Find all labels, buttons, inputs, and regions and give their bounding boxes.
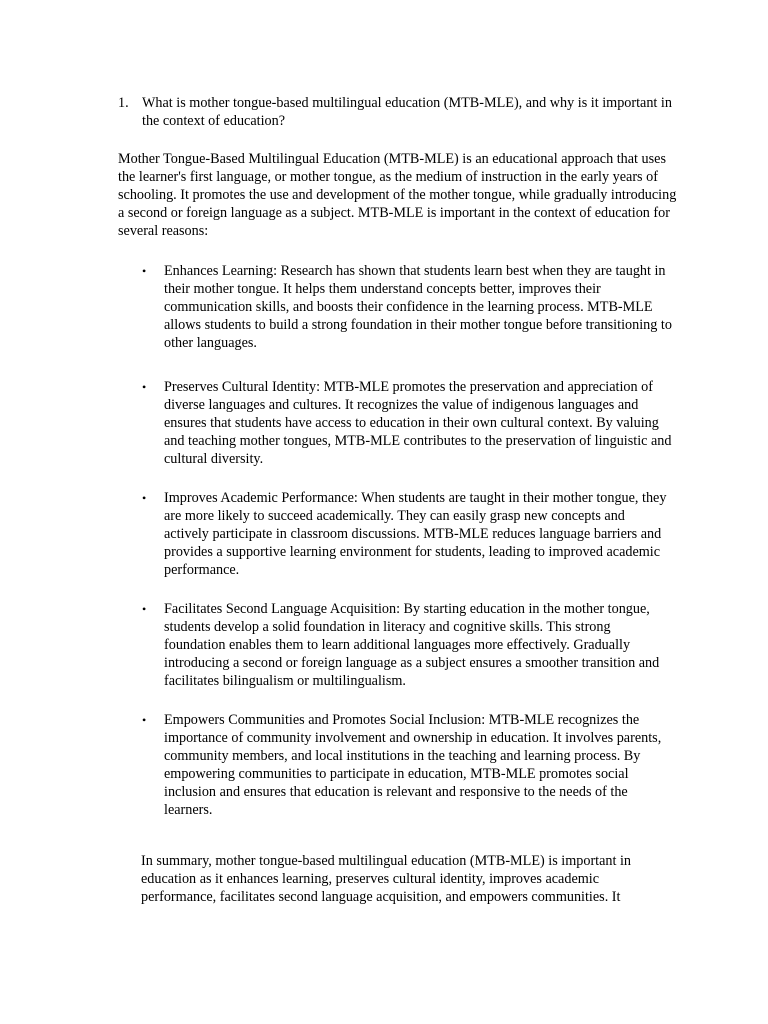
intro-paragraph: Mother Tongue-Based Multilingual Education (MTB-MLE) is an educational approach that uses the learner's first language, or mother tongue, as the medium of instruction in the early years of schooling. It promotes the use and development of the mother tongue, while gradually introducing a second or foreign language as a subject. MTB-MLE is important in the context of education for several reasons:: [118, 151, 677, 239]
question-number: 1.: [118, 95, 129, 111]
bullet-icon: •: [142, 491, 147, 505]
bullet-item-facilitates-second-language: [142, 600, 672, 690]
bullet-item-empowers-communities: [142, 711, 672, 819]
bullet-icon: •: [142, 264, 147, 278]
bullet-icon: •: [142, 713, 147, 727]
bullet-text: Enhances Learning: Research has shown that students learn best when they are taught in their mother tongue. It helps them understand concepts better, improves their communication skills, and boosts their confidence in the learning process. MTB-MLE allows students to build a strong foundation in their mother tongue before transitioning to other languages.: [164, 263, 672, 351]
bullet-item-improves-academic-performance: [142, 489, 672, 579]
summary-paragraph: In summary, mother tongue-based multilingual education (MTB-MLE) is important in education as it enhances learning, preserves cultural identity, improves academic performance, facilitates second language acquisition, and empowers communities. It: [141, 853, 632, 905]
question-item: [118, 94, 678, 130]
question-text: What is mother tongue-based multilingual education (MTB-MLE), and why is it important in the context of education?: [142, 95, 672, 129]
bullet-icon: •: [142, 602, 147, 616]
bullet-text: Facilitates Second Language Acquisition: By starting education in the mother tongue, students develop a solid foundation in literacy and cognitive skills. This strong foundation enables them to learn additional languages more effectively. Gradually introducing a second or foreign language as a subject ensures a smoother transition and facilitates bilingualism or multilingualism.: [164, 601, 660, 689]
bullet-item-enhances-learning: [142, 262, 672, 352]
bullet-text: Preserves Cultural Identity: MTB-MLE promotes the preservation and appreciation of diverse languages and cultures. It recognizes the value of indigenous languages and ensures that students have access to education in their own cultural context. By valuing and teaching mother tongues, MTB-MLE contributes to the preservation of linguistic and cultural diversity.: [164, 379, 672, 467]
bullet-text: Empowers Communities and Promotes Social Inclusion: MTB-MLE recognizes the importance of community involvement and ownership in education. It involves parents, community members, and local institutions in the teaching and learning process. By empowering communities to participate in education, MTB-MLE promotes social inclusion and ensures that education is relevant and responsive to the needs of the learners.: [164, 712, 662, 818]
bullet-text: Improves Academic Performance: When students are taught in their mother tongue, they are more likely to succeed academically. They can easily grasp new concepts and actively participate in classroom discussions. MTB-MLE reduces language barriers and provides a supportive learning environment for students, leading to improved academic performance.: [164, 490, 667, 578]
bullet-item-preserves-cultural-identity: [142, 378, 672, 468]
bullet-icon: •: [142, 380, 147, 394]
